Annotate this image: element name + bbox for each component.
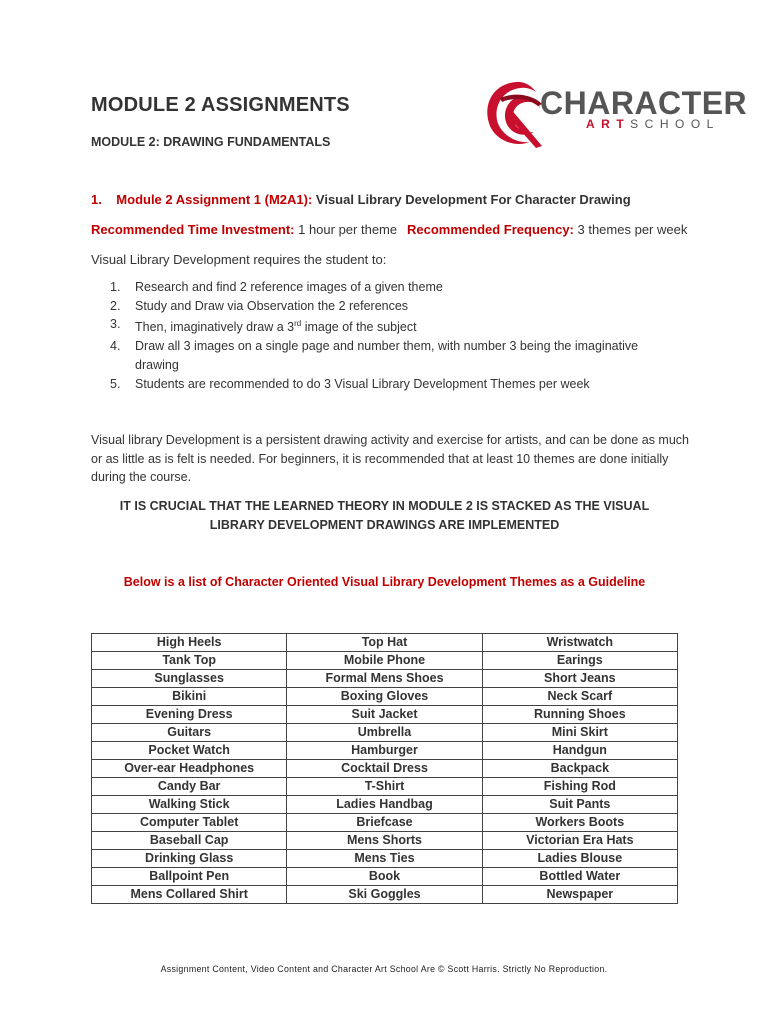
- table-cell: Baseball Cap: [92, 832, 287, 850]
- step-number: 3.: [110, 317, 121, 332]
- list-item: [110, 315, 670, 337]
- table-cell: Earings: [482, 652, 677, 670]
- table-cell: T-Shirt: [287, 778, 482, 796]
- table-cell: Candy Bar: [92, 778, 287, 796]
- table-row: [92, 706, 678, 724]
- table-row: [92, 634, 678, 652]
- step-text-tail: image of the subject: [301, 320, 417, 335]
- step-text: Draw all 3 images on a single page and number them, with number 3 being the imaginative drawing: [135, 339, 639, 372]
- step-number: 2.: [110, 298, 121, 313]
- table-cell: Computer Tablet: [92, 814, 287, 832]
- table-cell: Handgun: [482, 742, 677, 760]
- list-item: [110, 375, 670, 394]
- assignment-heading: [91, 192, 631, 207]
- table-cell: Suit Pants: [482, 796, 677, 814]
- table-row: [92, 832, 678, 850]
- table-cell: Mini Skirt: [482, 724, 677, 742]
- table-cell: Wristwatch: [482, 634, 677, 652]
- step-text: Research and find 2 reference images of a given theme: [135, 280, 443, 294]
- crucial-notice: IT IS CRUCIAL THAT THE LEARNED THEORY IN MODULE 2 IS STACKED AS THE VISUAL LIBRARY DEVELOPMENT DRAWINGS ARE IMPLEMENTED: [119, 499, 650, 532]
- table-cell: Ski Goggles: [287, 886, 482, 904]
- themes-table: [91, 633, 678, 904]
- table-cell: Bikini: [92, 688, 287, 706]
- table-cell: Drinking Glass: [92, 850, 287, 868]
- table-row: [92, 796, 678, 814]
- assignment-label: Module 2 Assignment 1 (M2A1):: [116, 192, 313, 207]
- freq-label: Recommended Frequency:: [407, 222, 574, 237]
- table-cell: Guitars: [92, 724, 287, 742]
- page-subtitle: MODULE 2: DRAWING FUNDAMENTALS: [91, 135, 331, 149]
- step-text: Students are recommended to do 3 Visual Library Development Themes per week: [135, 376, 590, 391]
- table-row: [92, 886, 678, 904]
- assignment-number: 1.: [91, 192, 102, 207]
- table-cell: Evening Dress: [92, 706, 287, 724]
- time-label: Recommended Time Investment:: [91, 222, 295, 237]
- table-cell: Neck Scarf: [482, 688, 677, 706]
- step-text: Study and Draw via Observation the 2 references: [135, 298, 409, 313]
- table-row: [92, 742, 678, 760]
- table-cell: Mens Shorts: [287, 832, 482, 850]
- table-row: [92, 724, 678, 742]
- table-cell: Fishing Rod: [482, 778, 677, 796]
- table-row: [92, 850, 678, 868]
- table-cell: Sunglasses: [92, 670, 287, 688]
- frequency: [407, 222, 687, 237]
- table-cell: Running Shoes: [482, 706, 677, 724]
- table-cell: Backpack: [482, 760, 677, 778]
- table-cell: Pocket Watch: [92, 742, 287, 760]
- table-cell: Top Hat: [287, 634, 482, 652]
- freq-value: 3 themes per week: [577, 222, 688, 237]
- table-cell: Newspaper: [482, 886, 677, 904]
- table-cell: Mens Collared Shirt: [92, 886, 287, 904]
- list-item: [110, 337, 670, 374]
- table-cell: Ladies Handbag: [287, 796, 482, 814]
- guideline-heading: Below is a list of Character Oriented Visual Library Development Themes as a Guideline: [123, 575, 646, 589]
- table-cell: Victorian Era Hats: [482, 832, 677, 850]
- page-title: MODULE 2 ASSIGNMENTS: [91, 94, 350, 116]
- table-row: [92, 652, 678, 670]
- time-value: 1 hour per theme: [298, 222, 398, 237]
- step-superscript: rd: [294, 319, 302, 329]
- themes-table-body: [92, 634, 678, 904]
- table-cell: Hamburger: [287, 742, 482, 760]
- time-investment: [91, 222, 397, 237]
- table-cell: Book: [287, 868, 482, 886]
- table-cell: Mobile Phone: [287, 652, 482, 670]
- table-row: [92, 814, 678, 832]
- steps-list: [110, 278, 670, 393]
- logo-art: ART: [586, 117, 631, 131]
- logo-school: SCHOOL: [630, 117, 720, 131]
- table-cell: Mens Ties: [287, 850, 482, 868]
- step-number: 1.: [110, 280, 121, 294]
- table-cell: Boxing Gloves: [287, 688, 482, 706]
- step-text: Then, imaginatively draw a 3: [135, 320, 295, 335]
- table-cell: Formal Mens Shoes: [287, 670, 482, 688]
- table-row: [92, 868, 678, 886]
- table-cell: Suit Jacket: [287, 706, 482, 724]
- table-cell: Ladies Blouse: [482, 850, 677, 868]
- table-cell: Ballpoint Pen: [92, 868, 287, 886]
- table-row: [92, 760, 678, 778]
- copyright-footer: Assignment Content, Video Content and Character Art School Are © Scott Harris. Strictly No Reproduction.: [160, 964, 608, 974]
- step-number: 4.: [110, 339, 121, 354]
- table-cell: Umbrella: [287, 724, 482, 742]
- table-cell: Cocktail Dress: [287, 760, 482, 778]
- intro-text: Visual Library Development requires the student to:: [91, 252, 387, 267]
- table-cell: Over-ear Headphones: [92, 760, 287, 778]
- logo-subwordmark: [586, 117, 720, 131]
- table-cell: Workers Boots: [482, 814, 677, 832]
- table-cell: High Heels: [92, 634, 287, 652]
- table-cell: Briefcase: [287, 814, 482, 832]
- logo-wordmark: CHARACTER: [540, 85, 748, 121]
- table-row: [92, 778, 678, 796]
- table-cell: Tank Top: [92, 652, 287, 670]
- table-row: [92, 688, 678, 706]
- description-paragraph: Visual library Development is a persistent drawing activity and exercise for artists, and can be done as much or as little as is felt is needed. For beginners, it is recommended that at least 10 themes are done initially during the course.: [91, 433, 689, 484]
- list-item: [110, 297, 670, 316]
- table-cell: Walking Stick: [92, 796, 287, 814]
- table-cell: Bottled Water: [482, 868, 677, 886]
- assignment-name: Visual Library Development For Character Drawing: [315, 192, 631, 207]
- table-cell: Short Jeans: [482, 670, 677, 688]
- table-row: [92, 670, 678, 688]
- step-number: 5.: [110, 376, 121, 391]
- list-item: [110, 278, 670, 297]
